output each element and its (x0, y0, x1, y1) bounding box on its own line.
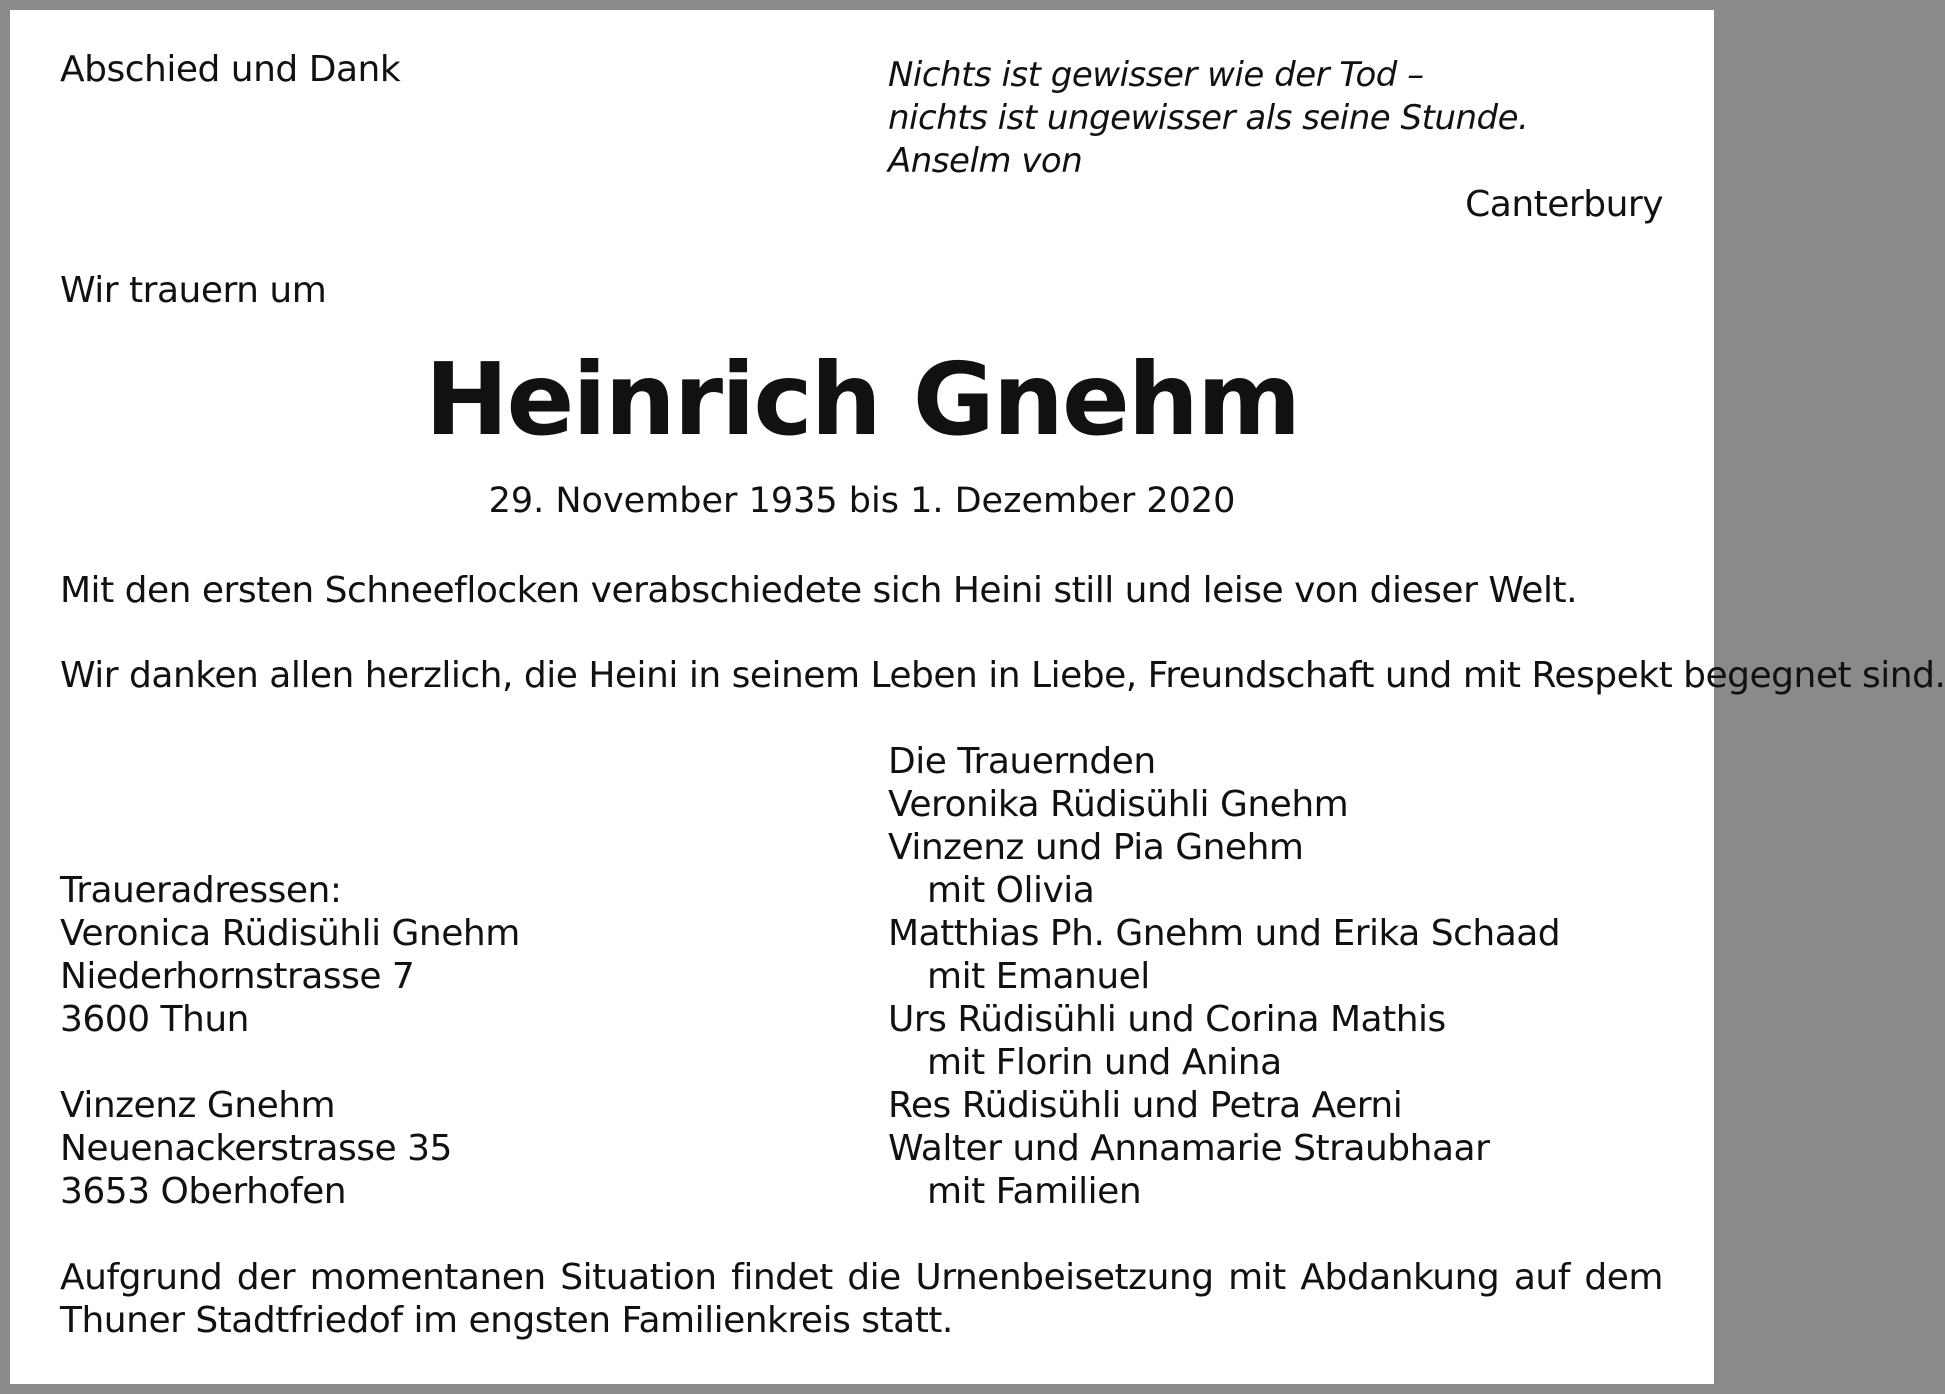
address-line: 3600 Thun (60, 999, 249, 1040)
mourner-line: Veronika Rüdisühli Gnehm (888, 784, 1349, 825)
addresses-heading: Traueradressen: (60, 870, 342, 911)
address-line: Neuenackerstrasse 35 (60, 1128, 452, 1169)
address-line: 3653 Oberhofen (60, 1171, 347, 1212)
address-line: Niederhornstrasse 7 (60, 956, 415, 997)
mourner-line: Vinzenz und Pia Gnehm (888, 827, 1304, 868)
body-paragraph-2: Wir danken allen herzlich, die Heini in seinem Leben in Liebe, Freundschaft und mit Respekt begegnet sind. (60, 655, 1945, 696)
address-line: Veronica Rüdisühli Gnehm (60, 913, 520, 954)
mourners-heading: Die Trauernden (888, 741, 1156, 782)
mourner-line: mit Emanuel (927, 956, 1150, 997)
mourner-line: Walter und Annamarie Straubhaar (888, 1128, 1490, 1169)
deceased-name: Heinrich Gnehm (424, 341, 1300, 458)
mourner-line: Matthias Ph. Gnehm und Erika Schaad (888, 913, 1561, 954)
mourner-line: mit Familien (927, 1171, 1142, 1212)
quote-author-end: Canterbury (1465, 184, 1663, 225)
quote-line-2: nichts ist ungewisser als seine Stunde. (888, 98, 1529, 138)
mourner-line: mit Olivia (927, 870, 1095, 911)
header-title: Abschied und Dank (60, 49, 401, 90)
footer-note: Aufgrund der momentanen Situation findet die Urnenbeisetzung mit Abdankung auf dem Thuner Stadtfriedof im engsten Familienkreis statt. (60, 1257, 1663, 1341)
quote-line-1: Nichts ist gewisser wie der Tod – (888, 55, 1424, 95)
mourner-line: Res Rüdisühli und Petra Aerni (888, 1085, 1403, 1126)
body-paragraph-1: Mit den ersten Schneeflocken verabschiedete sich Heini still und leise von dieser Welt. (60, 570, 1578, 611)
quote-line-3: Anselm von (888, 141, 1083, 181)
mourner-line: Urs Rüdisühli und Corina Mathis (888, 999, 1446, 1040)
intro-text: Wir trauern um (60, 270, 327, 311)
deceased-dates: 29. November 1935 bis 1. Dezember 2020 (488, 481, 1236, 521)
address-line: Vinzenz Gnehm (60, 1085, 336, 1126)
mourner-line: mit Florin und Anina (927, 1042, 1282, 1083)
